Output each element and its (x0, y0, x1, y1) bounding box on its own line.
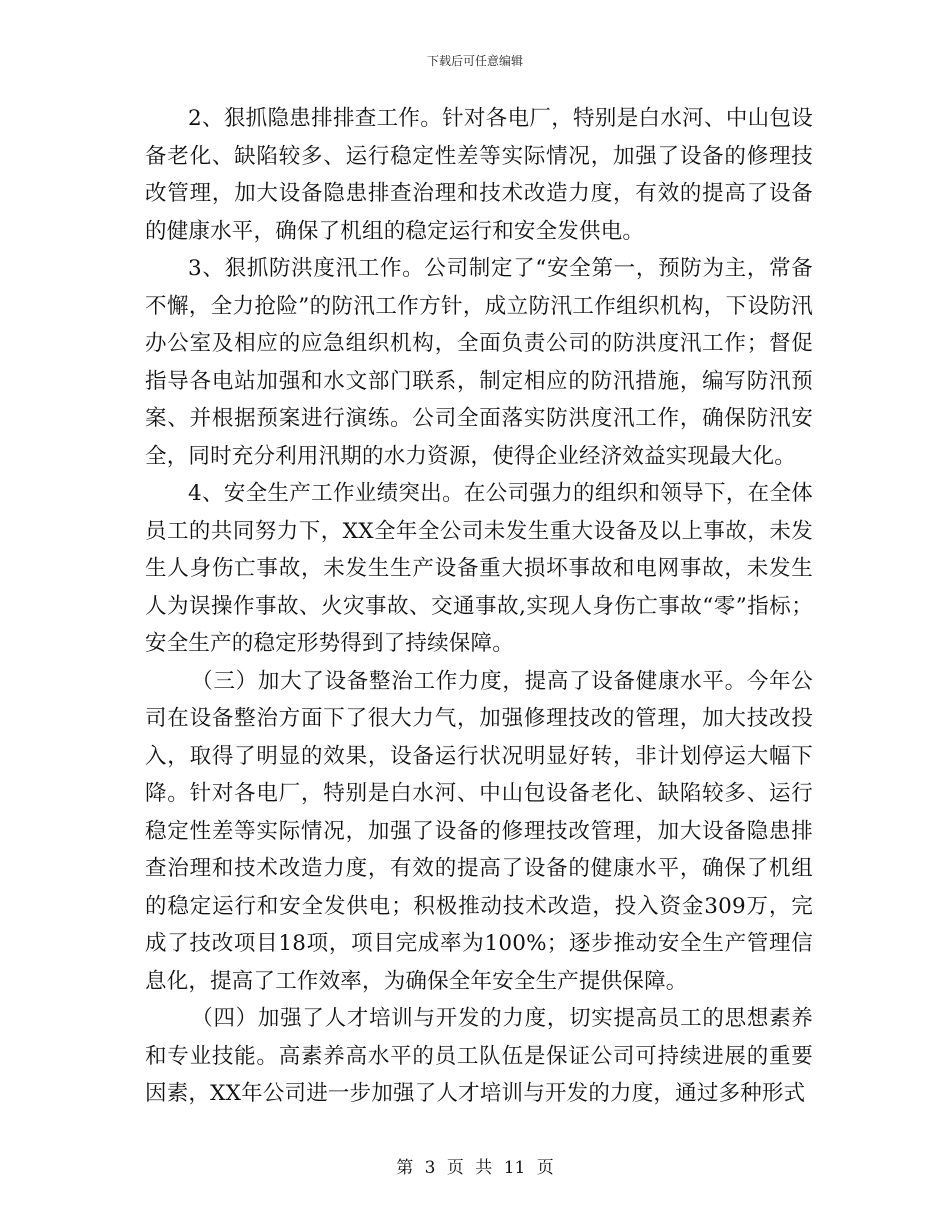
document-body (145, 100, 813, 1113)
paragraph-talent-training: （四）加强了人才培训与开发的力度，切实提高员工的思想素养和专业技能。高素养高水平的员工队伍是保证公司可持续进展的重要因素，XX年公司进一步加强了人才培训与开发的力度，通过多种形式 (145, 1006, 813, 1106)
paragraph-equipment-rectification: （三）加大了设备整治工作力度，提高了设备健康水平。今年公司在设备整治方面下了很大力气，加强修理技改的管理，加大技改投入，取得了明显的效果，设备运行状况明显好转，非计划停运大幅下降。针对各电厂，特别是白水河、中山包设备老化、缺陷较多、运行稳定性差等实际情况，加强了设备的修理技改管理，加大设备隐患排查治理和技术改造力度，有效的提高了设备的健康水平，确保了机组的稳定运行和安全发供电；积极推动技术改造，投入资金309万，完成了技改项目18项，项目完成率为100%；逐步推动安全生产管理信息化，提高了工作效率，为确保全年安全生产提供保障。 (145, 668, 813, 994)
page-header: 下载后可任意编辑 (426, 54, 523, 68)
page-footer: 第 3 页 共 11 页 (396, 1158, 554, 1178)
paragraph-flood-prevention: 3、狠抓防洪度汛工作。公司制定了“安全第一，预防为主，常备不懈，全力抢险”的防汛工作方针，成立防汛工作组织机构，下设防汛办公室及相应的应急组织机构，全面负责公司的防洪度汛工作；督促指导各电站加强和水文部门联系，制定相应的防汛措施，编写防汛预案、并根据预案进行演练。公司全面落实防洪度汛工作，确保防汛安全，同时充分利用汛期的水力资源，使得企业经济效益实现最大化。 (145, 256, 813, 469)
paragraph-safety-performance: 4、安全生产工作业绩突出。在公司强力的组织和领导下，在全体员工的共同努力下，XX全年全公司未发生重大设备及以上事故，未发生人身伤亡事故，未发生生产设备重大损坏事故和电网事故，未发生人为误操作事故、火灾事故、交通事故,实现人身伤亡事故“零”指标；安全生产的稳定形势得到了持续保障。 (145, 481, 813, 656)
paragraph-safety-hazard-inspection: 2、狠抓隐患排排查工作。针对各电厂，特别是白水河、中山包设备老化、缺陷较多、运行稳定性差等实际情况，加强了设备的修理技改管理，加大设备隐患排查治理和技术改造力度，有效的提高了设备的健康水平，确保了机组的稳定运行和安全发供电。 (145, 106, 813, 244)
